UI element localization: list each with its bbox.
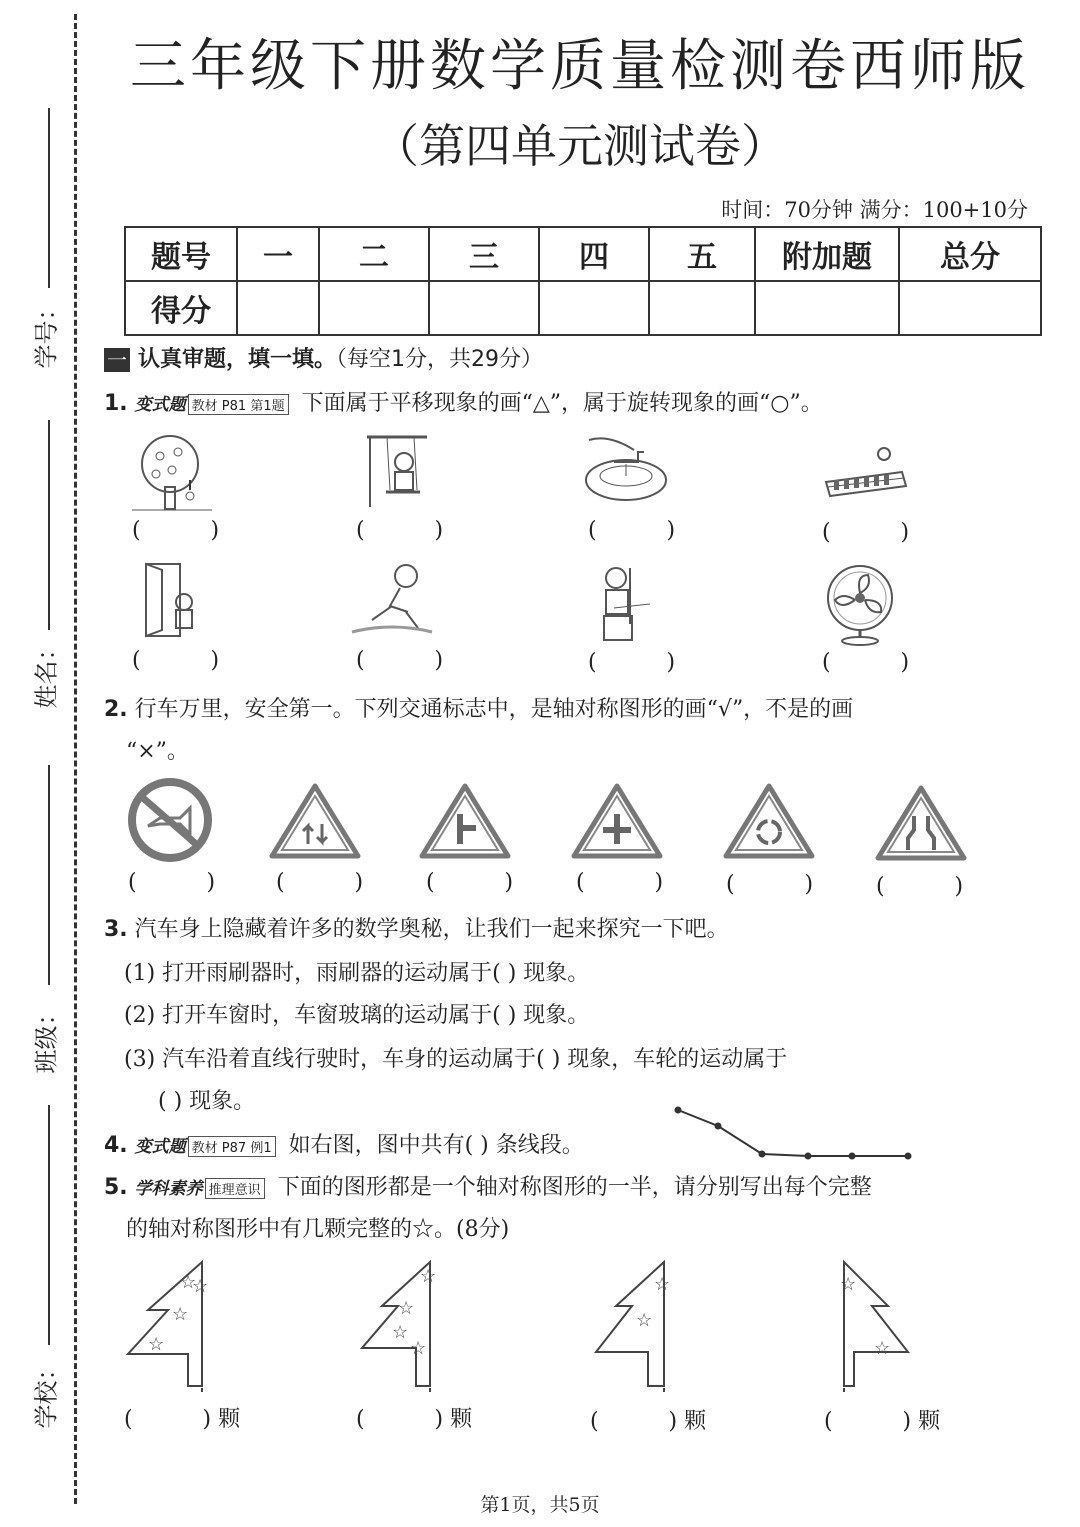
electric-fan-image [822, 562, 902, 646]
answer-blank[interactable]: ( ) [588, 518, 676, 543]
question-number: 2. [104, 697, 128, 722]
question-text: 下面属于平移现象的画“△”，属于旋转现象的画“○”。 [301, 391, 823, 416]
score-table [124, 226, 1042, 336]
svg-text:☆: ☆ [654, 1274, 671, 1295]
question-number: 4. [104, 1133, 128, 1158]
section-1-heading [104, 342, 543, 373]
svg-text:☆: ☆ [874, 1338, 891, 1359]
score-header-cell: 题号 [125, 227, 237, 281]
svg-text:☆: ☆ [840, 1274, 857, 1295]
question-3-sub2[interactable]: (2) 打开车窗时，车窗玻璃的运动属于( ) 现象。 [124, 1003, 590, 1028]
answer-blank[interactable]: ( ) [876, 874, 964, 899]
question-number: 5. [104, 1175, 128, 1200]
question-1 [104, 386, 823, 417]
svg-text:☆: ☆ [636, 1310, 653, 1331]
class-rule [48, 765, 50, 985]
answer-blank[interactable]: ( ) 颗 [356, 1407, 473, 1432]
question-5 [104, 1170, 872, 1201]
score-header-cell: 一 [237, 227, 319, 281]
svg-text:☆: ☆ [410, 1338, 427, 1359]
t-junction-sign [418, 782, 512, 860]
question-text[interactable]: 如右图，图中共有( ) 条线段。 [288, 1133, 584, 1158]
svg-text:☆: ☆ [192, 1276, 209, 1297]
question-number: 3. [104, 917, 128, 942]
textbook-tag: 教材 P81 第1题 [188, 394, 289, 415]
svg-text:☆: ☆ [398, 1298, 415, 1319]
tag-bold: 变式题 [134, 395, 186, 415]
score-cell[interactable] [237, 281, 319, 335]
score-cell[interactable] [899, 281, 1041, 335]
score-cell[interactable] [429, 281, 539, 335]
question-3-sub1[interactable]: (1) 打开雨刷器时，雨刷器的运动属于( ) 现象。 [124, 961, 590, 986]
score-header-cell: 附加题 [755, 227, 899, 281]
score-cell[interactable] [649, 281, 755, 335]
answer-blank[interactable]: ( ) [822, 520, 910, 545]
page-title: 三年级下册数学质量检测卷西师版 [130, 34, 1030, 99]
question-2-line2: “×”。 [126, 739, 189, 764]
skill-tag: 推理意识 [205, 1178, 265, 1199]
answer-blank[interactable]: ( ) [132, 518, 220, 543]
erhu-player-image [594, 564, 654, 644]
section-note: （每空1分，共29分） [336, 347, 544, 372]
answer-blank[interactable]: ( ) 颗 [590, 1409, 707, 1434]
question-text: 行车万里，安全第一。下列交通标志中，是轴对称图形的画“√”，不是的画 [134, 697, 854, 722]
score-header-cell: 四 [539, 227, 649, 281]
line-segment-figure [672, 1104, 916, 1160]
answer-blank[interactable]: ( ) [356, 648, 444, 673]
name-rule [48, 420, 50, 630]
score-header-cell: 二 [319, 227, 429, 281]
apple-tree-image [132, 432, 222, 512]
crossroad-sign [570, 782, 664, 860]
answer-blank[interactable]: ( ) [276, 870, 364, 895]
question-3-sub3[interactable]: (3) 汽车沿着直线行驶时，车身的运动属于( ) 现象，车轮的运动属于 [124, 1047, 788, 1072]
answer-blank[interactable]: ( ) 颗 [824, 1409, 941, 1434]
binding-dashed-line [74, 14, 77, 1504]
question-3-sub3-cont[interactable]: ( ) 现象。 [158, 1089, 256, 1114]
class-label: 班级： [32, 1001, 61, 1074]
exam-meta: 时间：70分钟 满分：100+10分 [721, 198, 1028, 222]
score-cell[interactable] [755, 281, 899, 335]
svg-text:☆: ☆ [148, 1334, 165, 1355]
section-number: 一 [104, 348, 130, 372]
half-tree-1 [124, 1262, 214, 1396]
half-tree-2 [358, 1262, 448, 1396]
answer-blank[interactable]: ( ) [726, 872, 814, 897]
score-header-cell: 总分 [899, 227, 1041, 281]
question-3 [104, 912, 729, 943]
answer-blank[interactable]: ( ) 颗 [124, 1407, 241, 1432]
no-horn-sign [128, 778, 212, 862]
answer-blank[interactable]: ( ) [588, 650, 676, 675]
textbook-tag: 教材 P87 例1 [188, 1136, 276, 1157]
answer-blank[interactable]: ( ) [576, 870, 664, 895]
answer-blank[interactable]: ( ) [822, 650, 910, 675]
tag-bold: 学科素养 [134, 1179, 203, 1199]
section-title: 认真审题，填一填。 [138, 347, 337, 372]
student-no-label: 学号： [32, 296, 61, 369]
svg-text:☆: ☆ [172, 1304, 189, 1325]
question-5-line2: 的轴对称图形中有几颗完整的☆。(8分) [126, 1217, 510, 1242]
door-image [140, 560, 210, 640]
score-value-row [125, 281, 1041, 335]
abacus-image [822, 442, 912, 502]
answer-blank[interactable]: ( ) [356, 518, 444, 543]
svg-text:☆: ☆ [420, 1266, 437, 1287]
score-header-cell: 五 [649, 227, 755, 281]
score-header-cell: 三 [429, 227, 539, 281]
tag-bold: 变式题 [134, 1137, 186, 1157]
swing-image [362, 432, 432, 512]
school-label: 学校： [32, 1356, 61, 1429]
roundabout-sign [722, 782, 816, 860]
faucet-image [584, 432, 674, 502]
answer-blank[interactable]: ( ) [426, 870, 514, 895]
score-cell[interactable] [319, 281, 429, 335]
answer-blank[interactable]: ( ) [132, 648, 220, 673]
half-tree-3 [592, 1262, 682, 1396]
page-subtitle: （第四单元测试卷） [373, 119, 787, 173]
school-rule [48, 1105, 50, 1345]
score-row-label: 得分 [125, 281, 237, 335]
half-tree-4 [838, 1262, 928, 1396]
two-way-sign [268, 782, 362, 860]
question-text: 汽车身上隐藏着许多的数学奥秘，让我们一起来探究一下吧。 [134, 917, 729, 942]
answer-blank[interactable]: ( ) [128, 870, 216, 895]
question-number: 1. [104, 391, 128, 416]
question-4 [104, 1128, 584, 1159]
question-2 [104, 692, 853, 723]
score-header-row [125, 227, 1041, 281]
question-text: 下面的图形都是一个轴对称图形的一半，请分别写出每个完整 [277, 1175, 872, 1200]
svg-text:☆: ☆ [392, 1322, 409, 1343]
svg-text:☆: ☆ [180, 1272, 197, 1293]
name-label: 姓名： [32, 636, 61, 709]
road-narrows-sign [874, 784, 968, 862]
skater-image [352, 562, 442, 642]
page-footer: 第1页，共5页 [480, 1494, 600, 1516]
score-cell[interactable] [539, 281, 649, 335]
